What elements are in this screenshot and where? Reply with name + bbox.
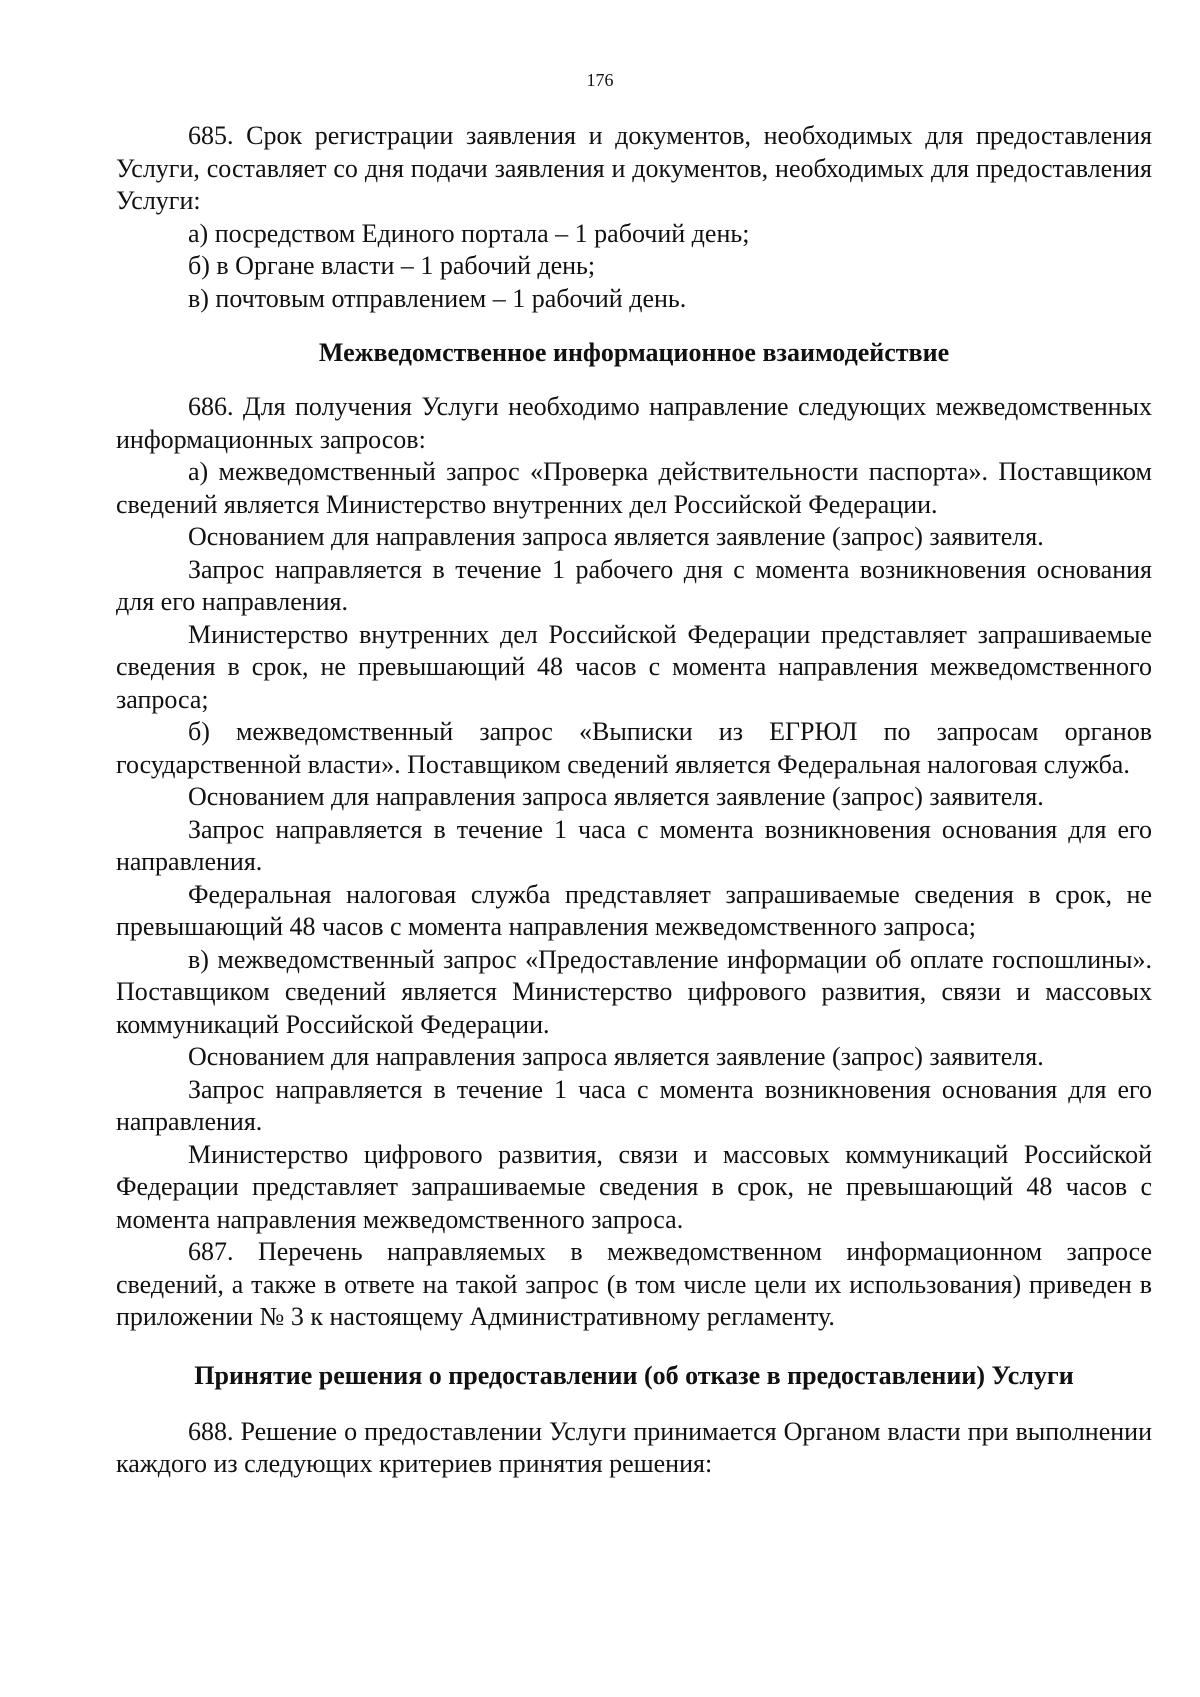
list-item-b: б) в Органе власти – 1 рабочий день;: [188, 251, 596, 280]
paragraph-response-b: Федеральная налоговая служба представляет запрашиваемые сведения в срок, не превышающий 48 часов с момента направления межведомственного запроса;: [116, 879, 1152, 941]
paragraph-basis-b: Основанием для направления запроса является заявление (запрос) заявителя.: [188, 782, 1044, 811]
paragraph-deadline-a: Запрос направляется в течение 1 рабочего дня с момента возникновения основания для его направления.: [116, 554, 1152, 616]
paragraph-688: 688. Решение о предоставлении Услуги принимается Органом власти при выполнении каждого из следующих критериев принятия решения:: [116, 1416, 1152, 1478]
paragraph-687: 687. Перечень направляемых в межведомственном информационном запросе сведений, а также в ответе на такой запрос (в том числе цели их использования) приведен в приложении № 3 к настоящему Административному регламенту.: [116, 1237, 1152, 1331]
paragraph-basis-a: Основанием для направления запроса является заявление (запрос) заявителя.: [188, 522, 1044, 551]
paragraph-response-v: Министерство цифрового развития, связи и массовых коммуникаций Российской Федерации представляет запрашиваемые сведения в срок, не превышающий 48 часов с момента направления межведомственного запроса.: [116, 1139, 1152, 1234]
paragraph-deadline-v: Запрос направляется в течение 1 часа с момента возникновения основания для его направления.: [116, 1074, 1152, 1136]
paragraph-deadline-b: Запрос направляется в течение 1 часа с момента возникновения основания для его направления.: [116, 814, 1152, 876]
section-heading-interagency: Межведомственное информационное взаимодействие: [318, 338, 950, 367]
document-body: [116, 120, 1152, 1481]
list-item-v: в) почтовым отправлением – 1 рабочий день.: [188, 283, 687, 313]
paragraph-basis-v: Основанием для направления запроса является заявление (запрос) заявителя.: [188, 1042, 1044, 1071]
paragraph-request-a: а) межведомственный запрос «Проверка действительности паспорта». Поставщиком сведений является Министерство внутренних дел Российской Федерации.: [116, 457, 1152, 519]
page-number: 176: [586, 70, 614, 90]
section-heading-decision: Принятие решения о предоставлении (об отказе в предоставлении) Услуги: [194, 1360, 1074, 1390]
paragraph-686: 686. Для получения Услуги необходимо направление следующих межведомственных информационных запросов:: [116, 392, 1152, 454]
list-item-a: а) посредством Единого портала – 1 рабочий день;: [188, 218, 750, 248]
paragraph-685: 685. Срок регистрации заявления и документов, необходимых для предоставления Услуги, составляет со дня подачи заявления и документов, необходимых для предоставления Услуги:: [116, 121, 1152, 215]
paragraph-response-a: Министерство внутренних дел Российской Федерации представляет запрашиваемые сведения в срок, не превышающий 48 часов с момента направления межведомственного запроса;: [116, 619, 1152, 714]
paragraph-request-v: в) межведомственный запрос «Предоставление информации об оплате госпошлины». Поставщиком сведений является Министерство цифрового развития, связи и массовых коммуникаций Российской Федерации.: [116, 944, 1152, 1039]
paragraph-request-b: б) межведомственный запрос «Выписки из ЕГРЮЛ по запросам органов государственной власти». Поставщиком сведений является Федеральная налоговая служба.: [116, 717, 1152, 779]
